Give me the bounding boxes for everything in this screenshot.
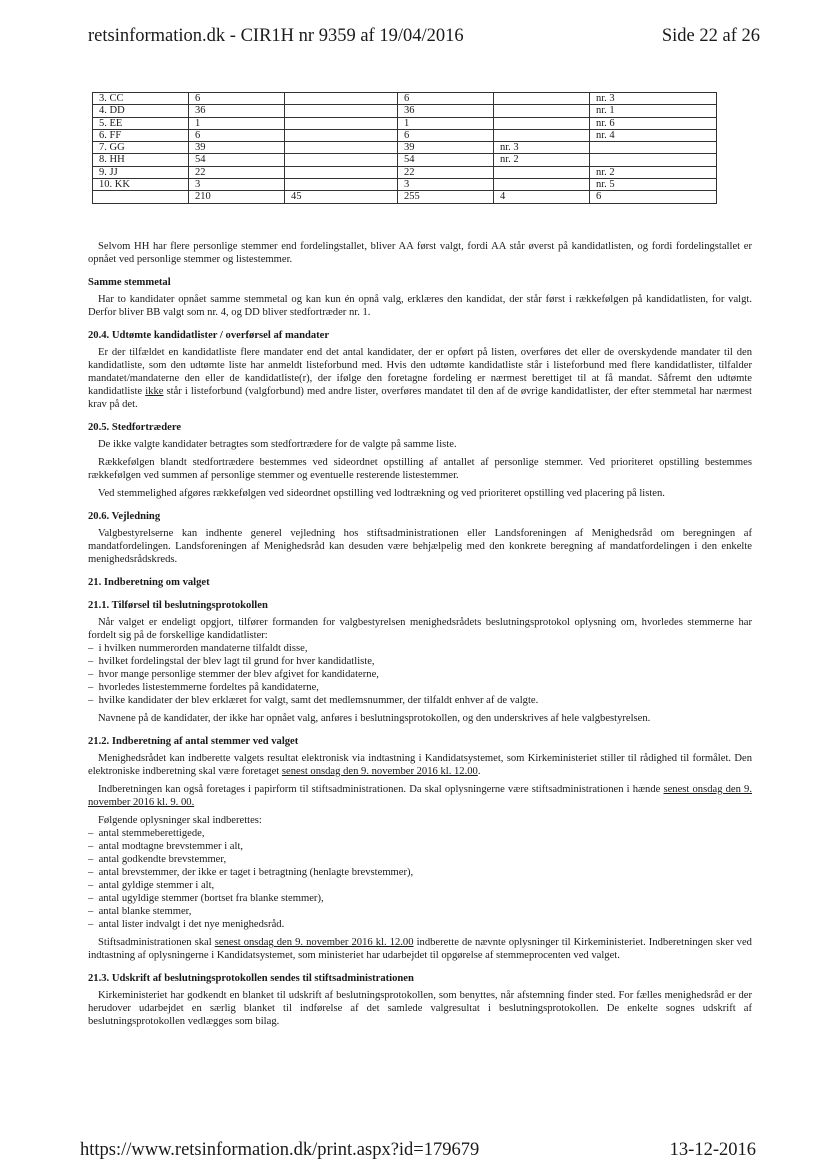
table-cell — [494, 166, 590, 178]
list-item: – antal lister indvalgt i det nye menighedsråd. — [88, 918, 752, 931]
list-item: – antal gyldige stemmer i alt, — [88, 879, 752, 892]
table-cell — [494, 93, 590, 105]
table-cell: 45 — [285, 191, 398, 203]
table-cell — [494, 117, 590, 129]
table-cell — [285, 179, 398, 191]
bullet-list — [88, 642, 752, 707]
table-cell — [590, 154, 717, 166]
table-cell: 210 — [189, 191, 285, 203]
table-cell: 6 — [590, 191, 717, 203]
vote-table — [92, 92, 717, 204]
list-item: – i hvilken nummerorden mandaterne tilfaldt disse, — [88, 642, 752, 655]
paragraph: De ikke valgte kandidater betragtes som stedfortrædere for de valgte på samme liste. — [98, 439, 457, 450]
table-cell: 5. EE — [93, 117, 189, 129]
table-cell: nr. 4 — [590, 129, 717, 141]
list-item: – antal modtagne brevstemmer i alt, — [88, 840, 752, 853]
list-item: – hvilket fordelingstal der blev lagt til grund for hver kandidatliste, — [88, 655, 752, 668]
table-cell: 6 — [398, 93, 494, 105]
table-cell: 22 — [189, 166, 285, 178]
table-cell — [285, 154, 398, 166]
list-item: – hvilke kandidater der blev erklæret for valgt, samt det medlemsnummer, der tilfaldt enhver af de valgte. — [88, 694, 752, 707]
section-heading: Samme stemmetal — [88, 277, 171, 288]
table-row — [93, 142, 717, 154]
page-footer — [80, 1140, 756, 1164]
table-cell: 4. DD — [93, 105, 189, 117]
table-cell — [285, 142, 398, 154]
paragraph: Kirkeministeriet har godkendt en blanket til udskrift af beslutningsprotokollen, som benyttes, når afstemning finder sted. For fælles menighedsråd er der herudover udarbejdet en særlig blanket til indførelse af det samlede valgresultat i beslutningsprotokollen. De enkelte sognes udskrift af beslutningsprotokollen vedlægges som bilag. — [88, 990, 752, 1027]
table-row — [93, 179, 717, 191]
paragraph: Navnene på de kandidater, der ikke har opnået valg, anføres i beslutningsprotokollen, og den underskrives af hele valgbestyrelsen. — [98, 713, 651, 724]
paragraph: Menighedsrådet kan indberette valgets resultat elektronisk via indtastning i Kandidatsystemet, som Kirkeministeriet stiller til rådighed til formålet. Den elektroniske indberetning skal være foretaget senest onsdag den 9. november 2016 kl. 12.00. — [88, 753, 752, 777]
table-cell: 39 — [398, 142, 494, 154]
table-cell: 6 — [398, 129, 494, 141]
table-row — [93, 154, 717, 166]
table-row — [93, 166, 717, 178]
list-item: – antal blanke stemmer, — [88, 905, 752, 918]
list-item: – antal brevstemmer, der ikke er taget i betragtning (henlagte brevstemmer), — [88, 866, 752, 879]
table-row — [93, 129, 717, 141]
page-number: Side 22 af 26 — [661, 26, 760, 46]
section-heading: 20.6. Vejledning — [88, 511, 161, 522]
paragraph: Ved stemmelighed afgøres rækkefølgen ved sideordnet opstilling ved lodtrækning og ved prioriteret opstilling ved placering på listen. — [98, 488, 665, 499]
table-cell — [494, 179, 590, 191]
section-heading: 21. Indberetning om valget — [88, 577, 210, 588]
table-row — [93, 93, 717, 105]
table-cell: 3 — [189, 179, 285, 191]
list-item: – hvorledes listestemmerne fordeltes på kandidaterne, — [88, 681, 752, 694]
table-cell: 10. KK — [93, 179, 189, 191]
table-cell: 4 — [494, 191, 590, 203]
table-cell — [494, 105, 590, 117]
table-cell: nr. 6 — [590, 117, 717, 129]
paragraph: Rækkefølgen blandt stedfortrædere bestemmes ved sideordnet opstilling af antallet af personlige stemmer. Ved prioriteret opstilling bestemmes rækkefølgen ved summen af personlige stemmer og eventuelle resterende listestemmer. — [88, 457, 752, 481]
paragraph: Valgbestyrelserne kan indhente generel vejledning hos stiftsadministrationen eller Landsforeningen af Menighedsråd om beregningen af mandatfordelingen. Landsforeningen af Menighedsråd kan desuden være behjælpelig med den konkrete beregning af mandatfordelingen i den enkelte menighedsrådskreds. — [88, 528, 752, 565]
table-cell: 22 — [398, 166, 494, 178]
table-cell — [285, 93, 398, 105]
table-row — [93, 191, 717, 203]
table-cell: 3 — [398, 179, 494, 191]
paragraph: Indberetningen kan også foretages i papirform til stiftsadministrationen. Da skal oplysningerne være stiftsadministrationen i hænde senest onsdag den 9. november 2016 kl. 9. 00. — [88, 784, 752, 808]
footer-url: https://www.retsinformation.dk/print.aspx?id=179679 — [80, 1140, 480, 1160]
table-cell: 36 — [398, 105, 494, 117]
list-item: – antal godkendte brevstemmer, — [88, 853, 752, 866]
page-header — [88, 26, 760, 50]
list-item: – antal ugyldige stemmer (bortset fra blanke stemmer), — [88, 892, 752, 905]
footer-date: 13-12-2016 — [669, 1140, 756, 1160]
table-cell: nr. 1 — [590, 105, 717, 117]
table-cell: nr. 2 — [494, 154, 590, 166]
section-heading: 20.5. Stedfortrædere — [88, 422, 182, 433]
section-heading: 21.3. Udskrift af beslutningsprotokollen sendes til stiftsadministrationen — [88, 973, 414, 984]
paragraph: Følgende oplysninger skal indberettes: — [98, 815, 262, 826]
document-body — [88, 240, 752, 1033]
table-cell: 255 — [398, 191, 494, 203]
table-cell — [285, 117, 398, 129]
section-heading: 21.1. Tilførsel til beslutningsprotokollen — [88, 600, 268, 611]
table-cell — [93, 191, 189, 203]
table-row — [93, 105, 717, 117]
table-cell: 54 — [189, 154, 285, 166]
table-cell: 7. GG — [93, 142, 189, 154]
list-item: – antal stemmeberettigede, — [88, 827, 752, 840]
paragraph: Er der tilfældet en kandidatliste flere mandater end det antal kandidater, der er opført på listen, overføres det eller de overskydende mandater til den kandidatliste, som den udtømte liste har anmeldt listeforbund med. Hvis den udtømte kandidatliste står i listeforbund med flere kandidatlister, tilfalder mandatet/mandaterne den eller de kandidatliste(r), der ifølge den foretagne fordeling er nærmest berettiget til at få mandat. Såfremt den udtømte kandidatliste ikke står i listeforbund (valgforbund) med andre lister, overføres mandatet til den af de øvrige kandidatlister, der efter stemmetal har nærmest krav på det. — [88, 347, 752, 410]
table-cell: 36 — [189, 105, 285, 117]
table-cell: 6. FF — [93, 129, 189, 141]
table-cell: nr. 3 — [590, 93, 717, 105]
table-cell: 6 — [189, 93, 285, 105]
table-cell: 1 — [189, 117, 285, 129]
table-cell: 8. HH — [93, 154, 189, 166]
section-heading: 21.2. Indberetning af antal stemmer ved valget — [88, 736, 299, 747]
table-cell: 54 — [398, 154, 494, 166]
table-cell — [285, 129, 398, 141]
table-cell: nr. 2 — [590, 166, 717, 178]
table-cell — [494, 129, 590, 141]
section-heading: 20.4. Udtømte kandidatlister / overførsel af mandater — [88, 330, 330, 341]
paragraph: Har to kandidater opnået samme stemmetal og kan kun én opnå valg, erklæres den kandidat, der står først i rækkefølgen på kandidatlisten, for valgt. Derfor bliver BB valgt som nr. 4, og DD bliver stedfortræder nr. 1. — [88, 294, 752, 318]
table-cell — [285, 105, 398, 117]
paragraph: Selvom HH har flere personlige stemmer end fordelingstallet, bliver AA først valgt, fordi AA står øverst på kandidatlisten, og fordi fordelingstallet er opnået ved personlige stemmer og listestemmer. — [88, 241, 752, 265]
table-cell: 1 — [398, 117, 494, 129]
table-cell — [590, 142, 717, 154]
document-title: retsinformation.dk - CIR1H nr 9359 af 19/04/2016 — [88, 26, 464, 46]
paragraph: Når valget er endeligt opgjort, tilfører formanden for valgbestyrelsen menighedsrådets beslutningsprotokol oplysning om, hvorledes stemmerne har fordelt sig på de forskellige kandidatlister: — [88, 617, 752, 641]
table-cell: 9. JJ — [93, 166, 189, 178]
table-cell: 6 — [189, 129, 285, 141]
table-cell — [285, 166, 398, 178]
table-cell: nr. 5 — [590, 179, 717, 191]
list-item: – hvor mange personlige stemmer der blev afgivet for kandidaterne, — [88, 668, 752, 681]
table-row — [93, 117, 717, 129]
paragraph: Stiftsadministrationen skal senest onsdag den 9. november 2016 kl. 12.00 indberette de nævnte oplysninger til Kirkeministeriet. Indberetningen sker ved indtastning af oplysningerne i Kandidatsystemet, som ministeriet har udarbejdet til opgørelse af stemmeprocenten ved valget. — [88, 937, 752, 961]
table-cell: 3. CC — [93, 93, 189, 105]
bullet-list — [88, 827, 752, 931]
table-cell: 39 — [189, 142, 285, 154]
table-cell: nr. 3 — [494, 142, 590, 154]
